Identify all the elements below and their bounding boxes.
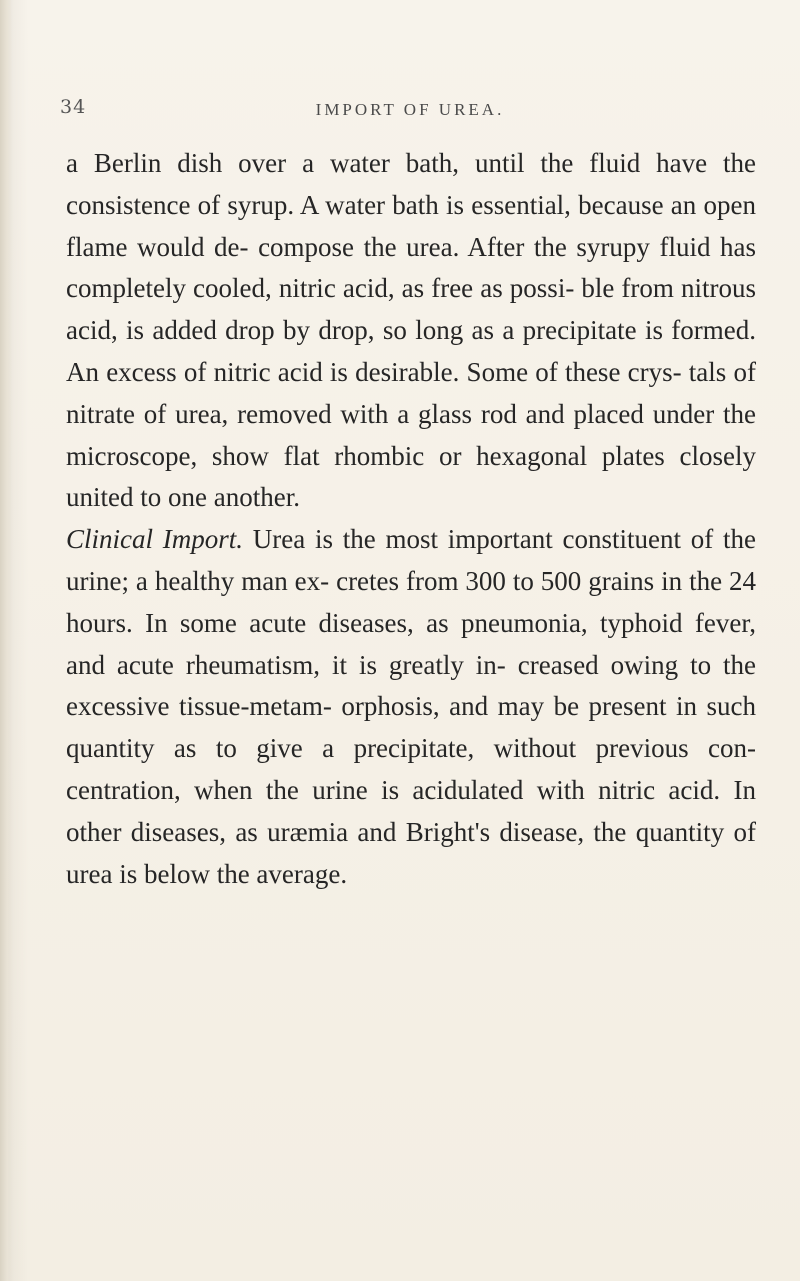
page-header (60, 96, 760, 136)
paragraph-preparation-text: a Berlin dish over a water bath, until the fluid have the consistence of syrup. A water bath is essential, because an open flame would de- compose the urea. After the syrupy fluid has completely cooled, nitric acid, as free as possi- ble from nitrous acid, is added drop by drop, so long as a precipitate is formed. An excess of nitric acid is desirable. Some of these crys- tals of nitrate of urea, removed with a glass rod and placed under the microscope, show flat rhombic or hexagonal plates closely united to one another. (66, 148, 756, 513)
body-text (66, 143, 756, 895)
page-number: 34 (60, 96, 87, 118)
section-heading-clinical-import: Clinical Import. (66, 524, 244, 555)
paragraph-clinical-import (66, 519, 756, 895)
paragraph-preparation (66, 143, 756, 519)
running-head: IMPORT OF UREA. (315, 100, 505, 119)
paragraph-clinical-import-text: Urea is the most important constituent of the urine; a healthy man ex- cretes from 300 to 500 grains in the 24 hours. In some acute diseases, as pneumonia, typhoid fever, and acute rheumatism, it is greatly in- creased owing to the excessive tissue-metam- orphosis, and may be present in such quantity as to give a precipitate, without previous con- centration, when the urine is acidulated with nitric acid. In other diseases, as uræmia and Bright's disease, the quantity of urea is below the average. (66, 524, 756, 889)
page-spine-shadow (0, 0, 12, 1281)
